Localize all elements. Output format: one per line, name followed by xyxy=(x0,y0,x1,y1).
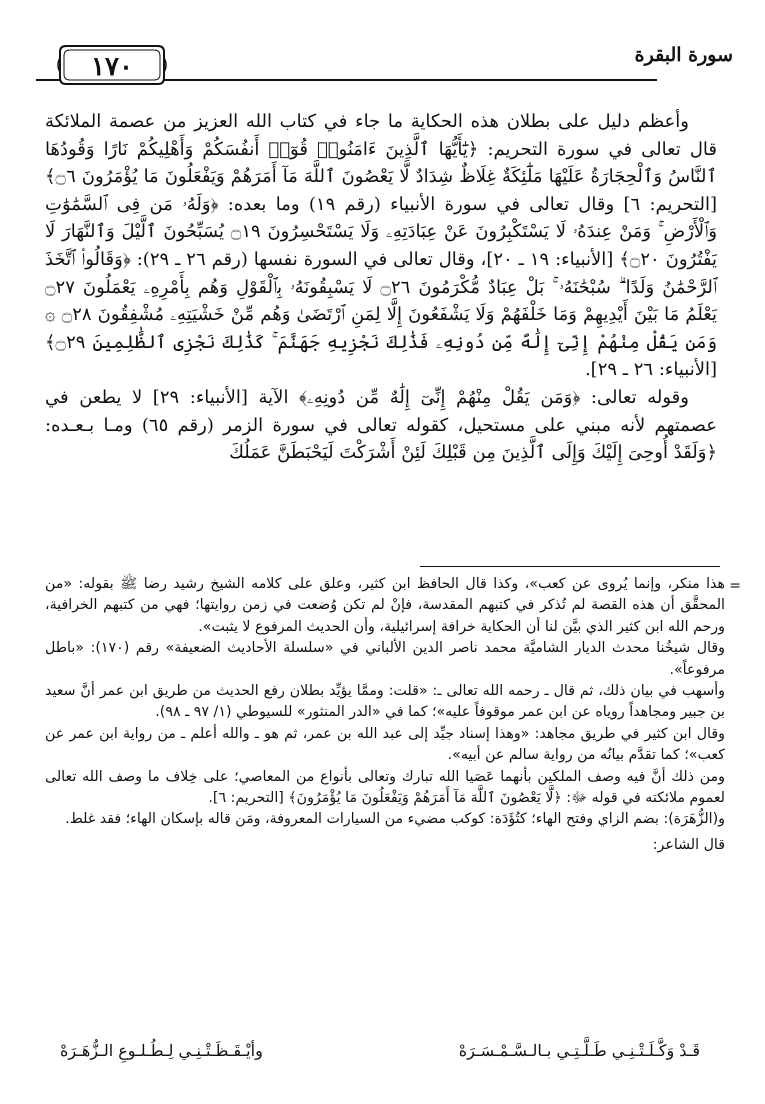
poem-hemistich-second: وأيْـقَـظَـتْـنِـي لِـطُـلـوعِ الـزُّهَـرَهْ xyxy=(60,1041,263,1060)
footnote-paragraph: وقال ابن كثير في طريق مجاهد: «وهذا إسناد جيِّد إلى عبد الله بن عمر، ثم هو ـ والله أعلم ـ من رواية ابن عمر عن كعب»؛ كما تقدَّم بيانُه من رواية سالم عن أبيه». xyxy=(45,725,725,764)
footnote-paragraph: و(الزُّهَرَة): بضم الزاي وفتح الهاء؛ كتُؤَدَة: كوكب مضيء من السيارات المعروفة، ومَن قاله بإسكان الهاء؛ فقد غلط. xyxy=(65,811,725,828)
continuation-mark: = xyxy=(729,578,741,594)
surah-name: سورة البقرة xyxy=(634,44,733,66)
main-paragraph xyxy=(45,384,717,467)
footnote-paragraph: ومن ذلك أنَّ فيه وصف الملكين بأنهما عَصَيا الله تبارك وتعالى بأنواع من المعاصي؛ على خِلاف ما وصف الله تعالى لعموم ملائكته في قوله ﷻ: ﴿لَّا يَعْصُونَ ٱللَّهَ مَآ أَمَرَهُمْ وَيَفْعَلُونَ مَا يُؤْمَرُونَ﴾ [التحريم: ٦]. xyxy=(45,768,725,807)
page-number: ١٧٠ xyxy=(91,52,133,82)
page-number-frame xyxy=(56,38,168,92)
poem-intro: قال الشاعر: xyxy=(652,836,725,853)
poem-verse xyxy=(60,1041,700,1060)
main-paragraph-text: وقوله تعالى: ﴿وَمَن يَقُلْ مِنْهُمْ إِنِّىٓ إِلَٰهٌ مِّن دُونِهِۦ﴾ الآية [الأنبياء: ٢٩] لا يطعن في عصمتهم لأنه مبني على مستحيل، كقوله تعالى في سورة الزمر (رقم ٦٥) ومـا بـعـده: ﴿وَلَقَدْ أُوحِىَ إِلَيْكَ وَإِلَى ٱلَّذِينَ مِن قَبْلِكَ لَئِنْ أَشْرَكْتَ لَيَحْبَطَنَّ عَمَلُكَ xyxy=(45,386,717,464)
page-header xyxy=(0,0,765,95)
footnote-paragraph: وأسهب في بيان ذلك، ثم قال ـ رحمه الله تعالى ـ: «قلت: وممَّا يؤيِّد بطلان رفع الحديث من طريق ابن عمر أنَّ سعيد بن جبير ومجاهداً روياه عن ابن عمر موقوفاً عليه»؛ كما في «الدر المنثور» للسيوطي (١/ ٩٧ ـ ٩٨). xyxy=(45,683,725,721)
main-text xyxy=(45,108,717,467)
poem-hemistich-first: قَـدْ وَكَّـلَـتْـنِـي طَـلَّـتِـي بـالـسَّـمْـسَـرَهْ xyxy=(458,1041,700,1060)
footnote-separator xyxy=(420,566,720,567)
footnotes xyxy=(45,574,741,856)
footnote-paragraph: وقال شيخُنا محدث الديار الشاميَّة محمد ناصر الدين الألباني في «سلسلة الأحاديث الضعيفة» رقم (١٧٠): «باطل مرفوعاً». xyxy=(45,640,725,678)
main-paragraph xyxy=(45,108,717,384)
footnote-paragraph: هذا منكر، وإنما يُروى عن كعب»، وكذا قال الحافظ ابن كثير، وعلق على كلامه الشيخ رشيد رضا ﷺ بقوله: «من المحقَّق أن هذه القصة لم تُذكر في كتبهم المقدسة، فإنْ لم تكن وُضعت في زمن روايتها؛ فهي من كتبهم الخرافية، ورحم الله ابن كثير الذي بيَّن لنا أن الحكاية خرافة إسرائيلية، وأن الحديث المرفوع لا يثبت». xyxy=(45,576,725,635)
main-paragraph-text: وأعظم دليل على بطلان هذه الحكاية ما جاء في كتاب الله العزيز من عصمة الملائكة قال تعالى في سورة التحريم: ﴿يَٰٓأَيُّهَا ٱلَّذِينَ ءَامَنُوا۟ قُوٓا۟ أَنفُسَكُمْ وَأَهْلِيكُمْ نَارًا وَقُودُهَا ٱلنَّاسُ وَٱلْحِجَارَةُ عَلَيْهَا مَلَٰٓئِكَةٌ غِلَاظٌ شِدَادٌ لَّا يَعْصُونَ ٱللَّهَ مَآ أَمَرَهُمْ وَيَفْعَلُونَ مَا يُؤْمَرُونَ ۝٦﴾ [التحريم: ٦] وقال تعالى في سورة الأنبياء (رقم ١٩) وما بعده: ﴿وَلَهُۥ مَن فِى ٱلسَّمَٰوَٰتِ وَٱلْأَرْضِ ۚ وَمَنْ عِندَهُۥ لَا يَسْتَكْبِرُونَ عَنْ عِبَادَتِهِۦ وَلَا يَسْتَحْسِرُونَ ۝١٩ يُسَبِّحُونَ ٱلَّيْلَ وَٱلنَّهَارَ لَا يَفْتُرُونَ ۝٢٠﴾ [الأنبياء: ١٩ ـ ٢٠]، وقال تعالى في السورة نفسها (رقم ٢٦ ـ ٢٩): ﴿وَقَالُوا۟ ٱتَّخَذَ ٱلرَّحْمَٰنُ وَلَدًا ۗ سُبْحَٰنَهُۥ ۚ بَلْ عِبَادٌ مُّكْرَمُونَ ۝٢٦ لَا يَسْبِقُونَهُۥ بِٱلْقَوْلِ وَهُم بِأَمْرِهِۦ يَعْمَلُونَ ۝٢٧ يَعْلَمُ مَا بَيْنَ أَيْدِيهِمْ وَمَا خَلْفَهُمْ وَلَا يَشْفَعُونَ إِلَّا لِمَنِ ٱرْتَضَىٰ وَهُم مِّنْ خَشْيَتِهِۦ مُشْفِقُونَ ۝٢٨ ۞ وَمَن يَقُلْ مِنْهُمْ إِنِّىٓ إِلَٰهٌ مِّن دُونِهِۦ فَذَٰلِكَ نَجْزِيهِ جَهَنَّمَ ۚ كَذَٰلِكَ نَجْزِى ٱلظَّٰلِمِينَ ۝٢٩﴾ [الأنبياء: ٢٦ ـ ٢٩]. xyxy=(45,111,718,381)
